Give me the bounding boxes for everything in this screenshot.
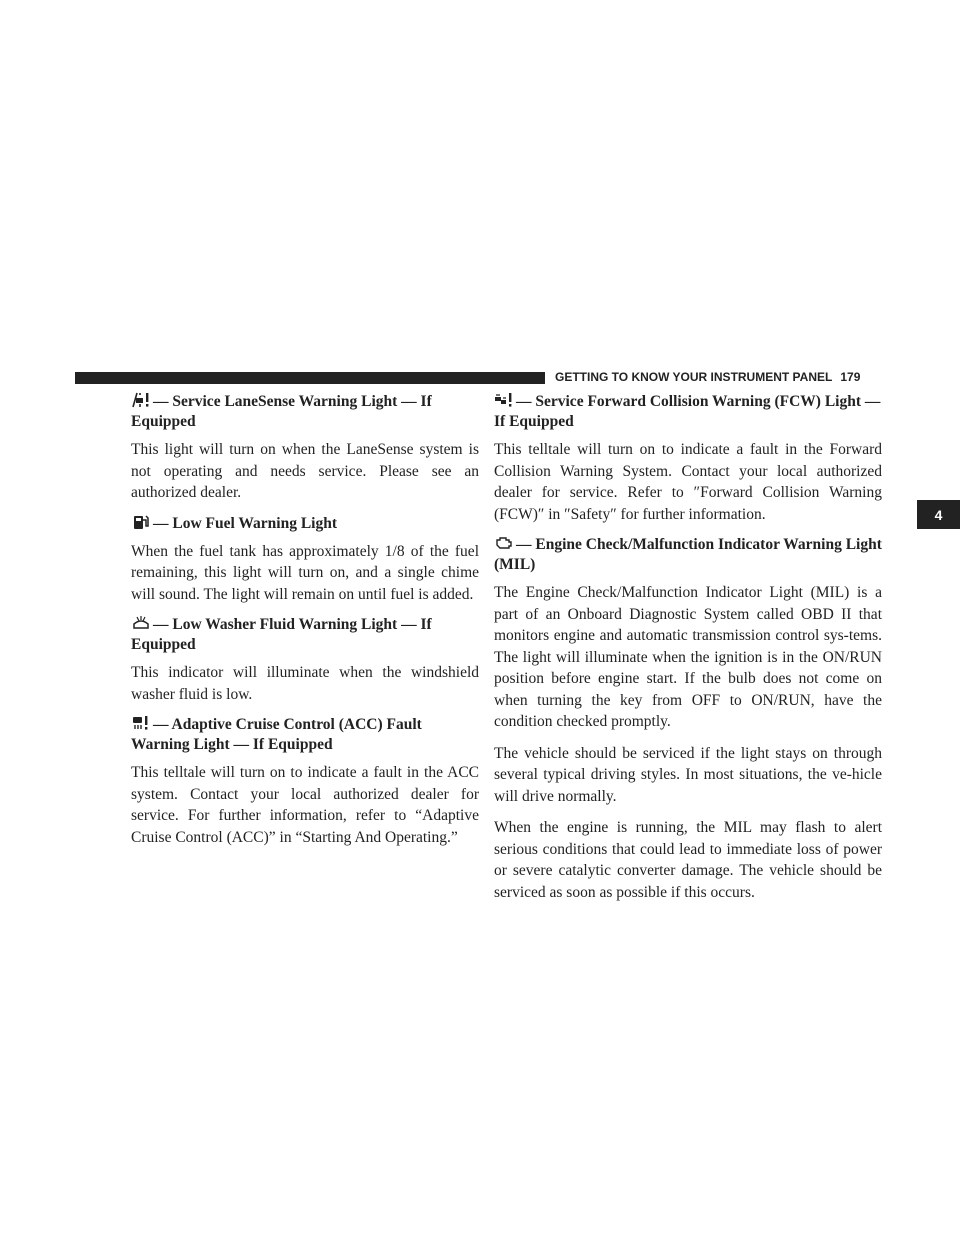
section-heading: — Service Forward Collision Warning (FCW) Light — If Equipped xyxy=(494,393,881,430)
section-text: The Engine Check/Malfunction Indicator Light (MIL) is a part of an Onboard Diagnostic System called OBD II that monitors engine and automatic transmission control sys-tems. The light will illuminate when the ignition is in the ON/RUN position before engine start. If the bulb does not come on when turning the key from OFF to ON/RUN, have the condition checked promptly. xyxy=(494,584,882,730)
fuel-pump-icon xyxy=(131,514,151,530)
washer-fluid-icon xyxy=(131,615,151,631)
lanesense-warning-icon xyxy=(131,392,151,408)
section-heading: — Low Washer Fluid Warning Light — If Equipped xyxy=(131,616,432,653)
engine-check-icon xyxy=(494,535,514,551)
page-number: 179 xyxy=(840,370,861,384)
section-text: This light will turn on when the LaneSense system is not operating and needs service. Please see an authorized dealer. xyxy=(131,441,479,501)
section-heading: — Adaptive Cruise Control (ACC) Fault Warning Light — If Equipped xyxy=(131,716,422,753)
section-fcw-service xyxy=(494,392,882,525)
right-column xyxy=(494,392,882,913)
section-heading: — Service LaneSense Warning Light — If Equipped xyxy=(131,393,432,430)
fcw-service-icon xyxy=(494,392,514,408)
section-text: This telltale will turn on to indicate a fault in the Forward Collision Warning System. Contact your local authorized dealer for service. Refer to ″Forward Collision Warning (FCW)″ in ″Safety″ for further information. xyxy=(494,441,882,523)
section-text: This telltale will turn on to indicate a fault in the ACC system. Contact your local authorized dealer for service. For further information, refer to “Adaptive Cruise Control (ACC)” in “Starting And Operating.” xyxy=(131,764,479,846)
header-title: GETTING TO KNOW YOUR INSTRUMENT PANEL xyxy=(555,370,833,384)
header-rule xyxy=(75,372,545,384)
section-acc-fault xyxy=(131,715,479,848)
chapter-tab: 4 xyxy=(917,500,960,529)
section-text: When the engine is running, the MIL may flash to alert serious conditions that could lead to immediate loss of power or severe catalytic converter damage. The vehicle should be serviced as soon as possible if this occurs. xyxy=(494,819,882,901)
section-engine-check xyxy=(494,535,882,903)
section-lanesense xyxy=(131,392,479,504)
section-heading: — Low Fuel Warning Light xyxy=(131,514,479,534)
section-heading: — Engine Check/Malfunction Indicator Warning Light (MIL) xyxy=(494,536,882,573)
section-text: When the fuel tank has approximately 1/8 of the fuel remaining, this light will turn on, and a single chime will sound. The light will remain on until fuel is added. xyxy=(131,542,479,603)
section-text: This indicator will illuminate when the windshield washer fluid is low. xyxy=(131,664,479,703)
section-low-fuel xyxy=(131,514,479,606)
acc-fault-icon xyxy=(131,715,151,731)
section-washer-fluid xyxy=(131,615,479,705)
section-text: The vehicle should be serviced if the light stays on through several typical driving styles. In most situations, the ve-hicle will drive normally. xyxy=(494,744,882,805)
running-header xyxy=(555,370,860,384)
left-column xyxy=(131,392,479,858)
